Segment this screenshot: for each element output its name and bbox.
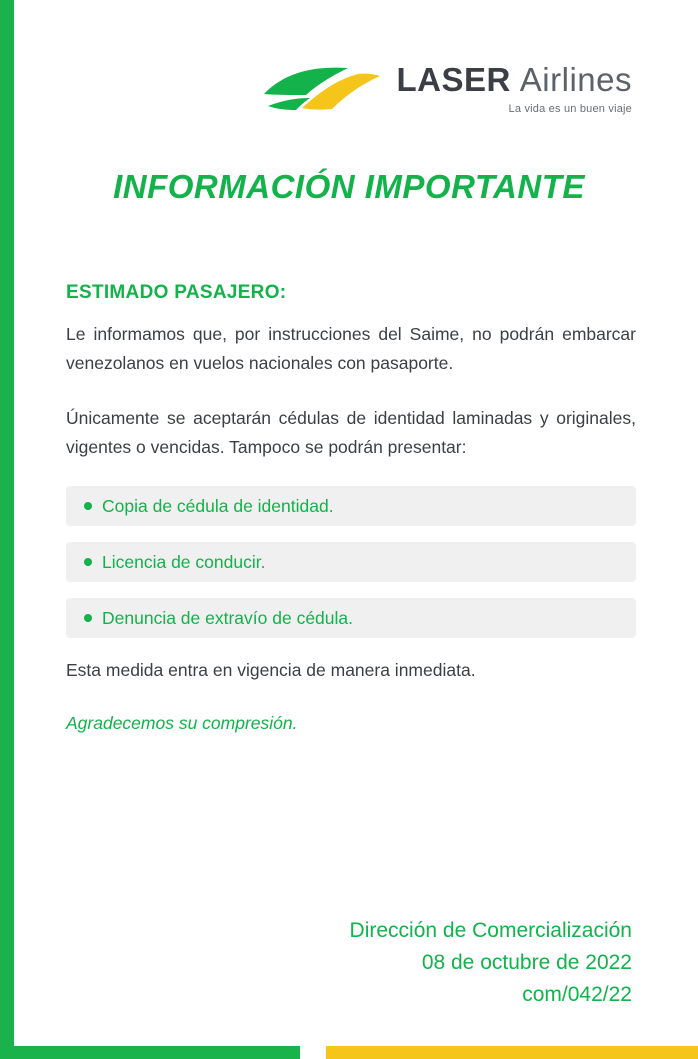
list-item	[66, 598, 636, 638]
signature-block	[212, 915, 632, 1011]
logo-laser-text: LASER	[396, 61, 511, 98]
thanks-note: Agradecemos su compresión.	[66, 713, 298, 734]
logo-airlines-text: Airlines	[519, 61, 632, 98]
paragraph-1: Le informamos que, por instrucciones del Saime, no podrán embarcar venezolanos en vuelos nacionales con pasaporte.	[66, 324, 636, 374]
logo-tagline: La vida es un buen viaje	[508, 103, 632, 115]
signature-reference: com/042/22	[522, 982, 632, 1006]
signature-date: 08 de octubre de 2022	[421, 950, 632, 974]
list-item-label: Denuncia de extravío de cédula.	[102, 607, 353, 628]
restricted-documents-list	[66, 486, 636, 638]
swoosh-logo-icon	[262, 64, 384, 116]
footer-bar-yellow	[326, 1046, 698, 1059]
list-item	[66, 542, 636, 582]
footer-color-bars	[0, 1046, 698, 1059]
left-green-edge-bar	[0, 0, 14, 1059]
closing-note: Esta medida entra en vigencia de manera inmediata.	[66, 660, 476, 681]
list-item-label: Licencia de conducir.	[102, 551, 266, 572]
paragraph-2: Únicamente se aceptarán cédulas de identidad laminadas y originales, vigentes o vencidas. Tampoco se podrán presentar:	[66, 408, 636, 458]
footer-bar-gap	[300, 1046, 326, 1059]
bullet-dot-icon	[84, 558, 92, 566]
list-item	[66, 486, 636, 526]
footer-bar-green	[0, 1046, 300, 1059]
page-title: INFORMACIÓN IMPORTANTE	[113, 168, 585, 205]
laser-airlines-logo	[262, 58, 632, 116]
announcement-body	[66, 282, 636, 734]
logo-wordmark	[396, 58, 632, 115]
salutation: ESTIMADO PASAJERO:	[66, 282, 287, 303]
signature-department: Dirección de Comercialización	[349, 919, 632, 942]
bullet-dot-icon	[84, 502, 92, 510]
bullet-dot-icon	[84, 614, 92, 622]
brand-header	[0, 58, 698, 138]
list-item-label: Copia de cédula de identidad.	[102, 495, 334, 516]
